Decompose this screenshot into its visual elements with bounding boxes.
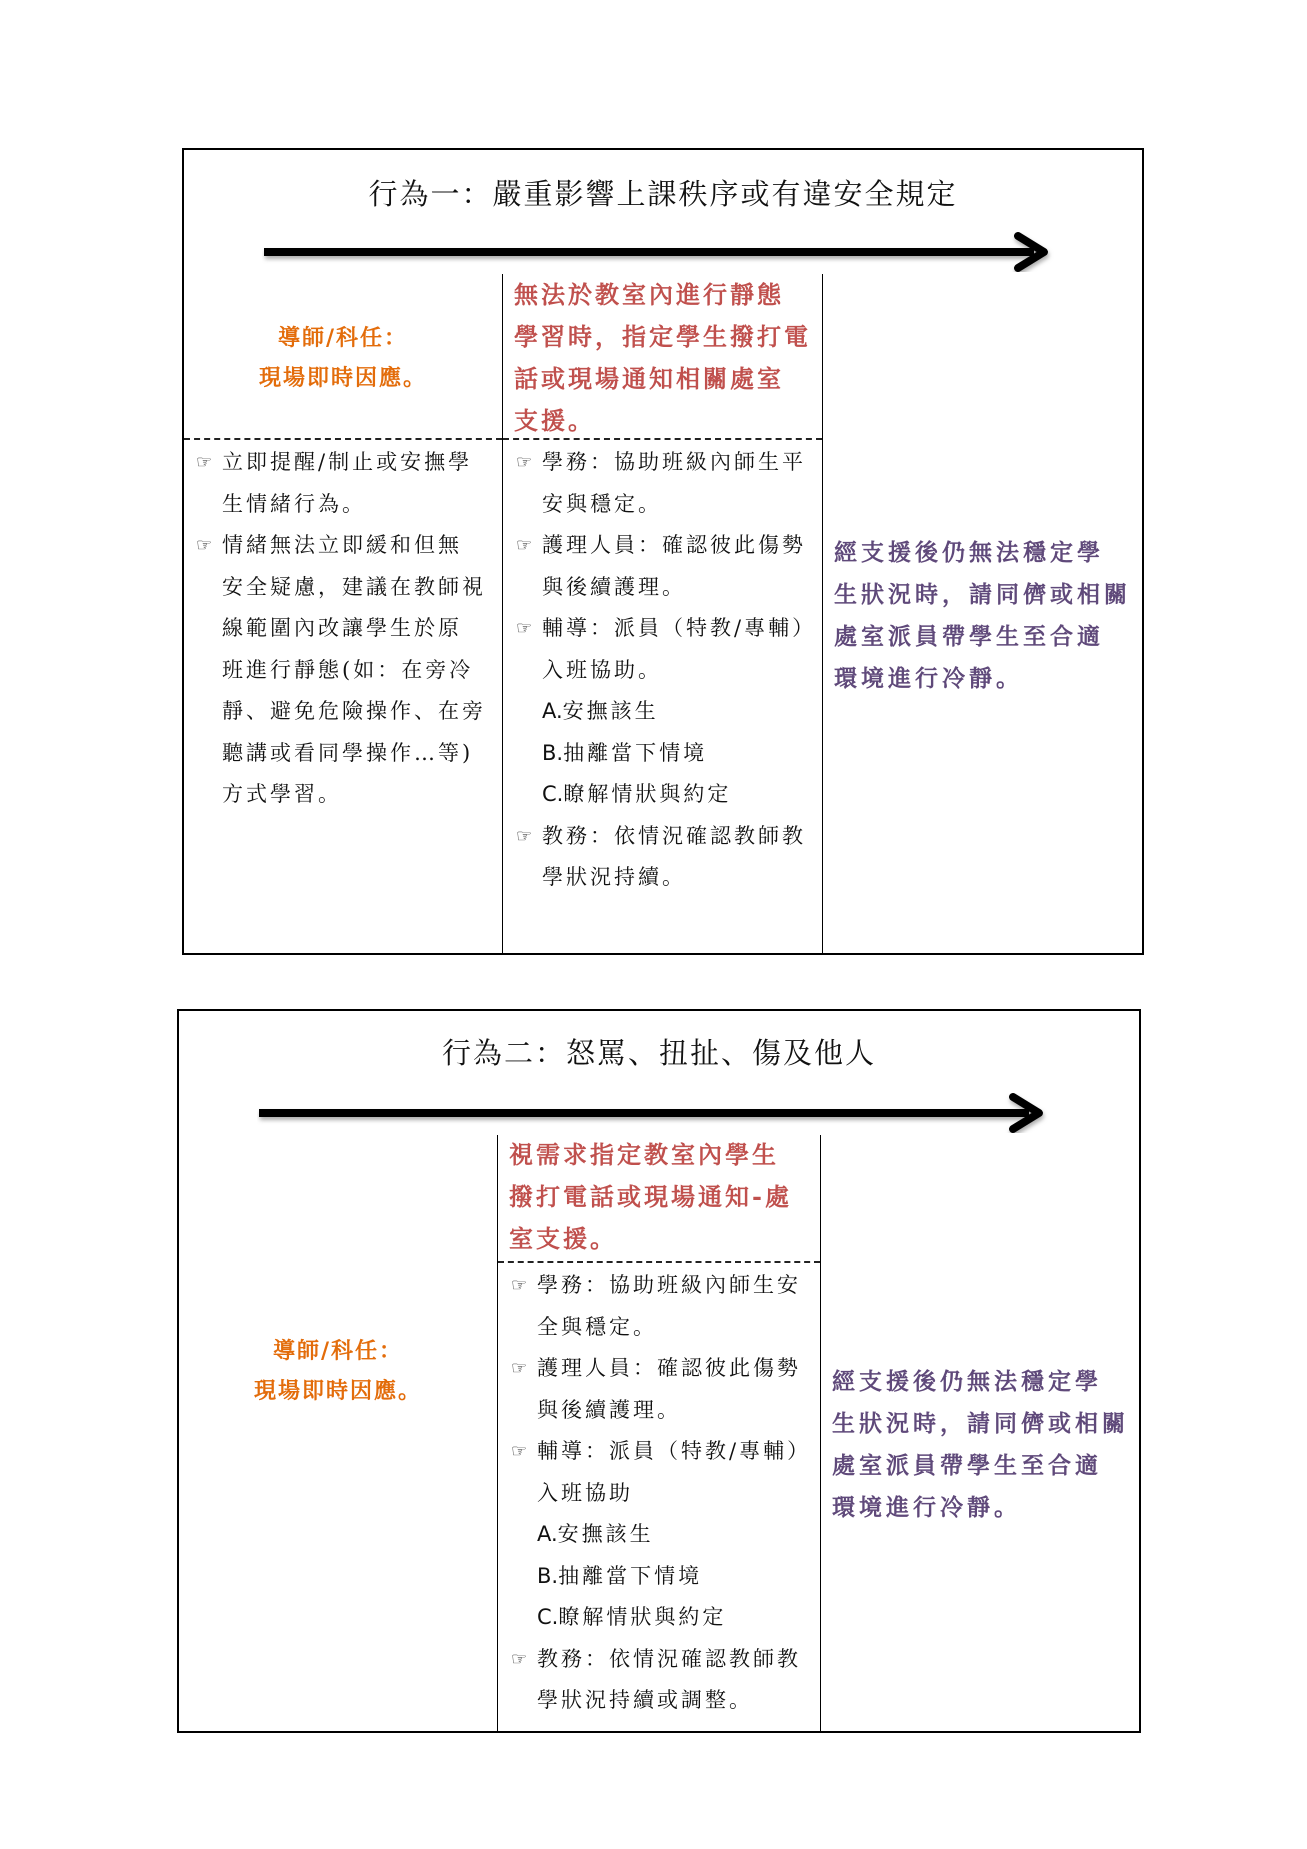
item-line: 學狀況持續或調整。 [537, 1688, 753, 1712]
item-line: 線範圍內改讓學生於原 [222, 616, 462, 640]
note-line: 環境進行冷靜。 [834, 665, 1023, 692]
sub-item-text: 瞭解情狀與約定 [558, 1605, 727, 1629]
note-line: 生狀況時，請同儕或相關 [834, 581, 1131, 608]
header-line: 現場即時因應。 [253, 1378, 422, 1404]
sub-item [516, 733, 822, 775]
pointing-hand-icon: ☞ [196, 452, 213, 473]
list-item-academic-affairs [511, 1639, 820, 1722]
arrow-right-icon [257, 1093, 1057, 1133]
pointing-hand-icon: ☞ [196, 535, 213, 556]
sub-item [511, 1597, 820, 1639]
pointing-hand-icon: ☞ [516, 452, 533, 473]
sub-item-text: 抽離當下情境 [563, 740, 708, 765]
item-line: 入班協助 [537, 1480, 633, 1505]
list-item-nurse [511, 1348, 820, 1431]
note-line: 環境進行冷靜。 [832, 1494, 1021, 1521]
call-for-support-header [509, 1134, 819, 1260]
item-line: 安全疑慮，建議在教師視 [222, 574, 486, 599]
homeroom-teacher-response [184, 318, 502, 398]
list-item-academic-affairs [516, 816, 822, 899]
item-line: 與後續護理。 [542, 574, 686, 599]
behavior-one-table [182, 148, 1144, 955]
header-line: 支援。 [514, 406, 595, 435]
behavior-one-title: 行為一：嚴重影響上課秩序或有違安全規定 [368, 177, 958, 211]
sub-item-text: 抽離當下情境 [558, 1563, 703, 1588]
pointing-hand-icon: ☞ [511, 1275, 528, 1296]
escalation-note [832, 1361, 1137, 1529]
note-line: 處室派員帶學生至合適 [832, 1452, 1102, 1479]
item-line: 學狀況持續。 [542, 865, 686, 889]
sub-item [516, 774, 822, 816]
pointing-hand-icon: ☞ [516, 535, 533, 556]
behavior-two-title: 行為二：怒罵、扭扯、傷及他人 [441, 1036, 876, 1070]
pointing-hand-icon: ☞ [516, 618, 533, 639]
arrow-right-icon [262, 232, 1062, 272]
note-line: 經支援後仍無法穩定學 [834, 539, 1104, 566]
item-line: 聽講或看同學操作…等) [222, 740, 474, 765]
pointing-hand-icon: ☞ [511, 1648, 528, 1670]
office-support-list [511, 1265, 820, 1722]
column-divider [822, 274, 823, 955]
item-line: 學務：協助班級內師生平 [542, 450, 806, 474]
item-line: 情緒無法立即緩和但無 [222, 533, 462, 557]
header-line: 學習時，指定學生撥打電 [514, 322, 811, 351]
list-item [196, 442, 500, 525]
header-line: 室支援。 [509, 1224, 617, 1253]
sub-item [511, 1556, 820, 1598]
item-line: 靜、避免危險操作、在旁 [222, 699, 486, 723]
item-line: 教務：依情況確認教師教 [542, 823, 806, 848]
sub-item-letter: B. [537, 1563, 559, 1588]
header-line: 無法於教室內進行靜態 [514, 280, 784, 309]
teacher-action-list [196, 442, 500, 816]
item-line: 生情緒行為。 [222, 491, 366, 516]
item-line: 護理人員：確認彼此傷勢 [542, 533, 806, 557]
sub-item-letter: C. [542, 782, 564, 806]
item-line: 護理人員：確認彼此傷勢 [537, 1356, 801, 1380]
escalation-note [834, 532, 1139, 700]
header-line: 撥打電話或現場通知-處 [509, 1182, 792, 1211]
list-item [196, 525, 500, 816]
item-line: 輔導：派員（特教/專輔） [537, 1439, 812, 1463]
sub-item-letter: B. [542, 740, 564, 765]
dotted-separator [498, 1261, 820, 1263]
behavior-two-table [177, 1009, 1141, 1733]
item-line: 與後續護理。 [537, 1397, 681, 1422]
sub-item [516, 691, 822, 733]
item-line: 方式學習。 [222, 782, 342, 806]
note-line: 生狀況時，請同儕或相關 [832, 1410, 1129, 1437]
header-line: 導師/科任： [277, 325, 409, 351]
column-divider [497, 1135, 498, 1733]
list-item-student-affairs [516, 442, 822, 525]
note-line: 處室派員帶學生至合適 [834, 623, 1104, 650]
sub-item-text: 安撫該生 [557, 1522, 654, 1546]
item-line: 全與穩定。 [537, 1314, 657, 1339]
sub-item-text: 瞭解情狀與約定 [563, 782, 732, 806]
column-divider [502, 274, 503, 955]
list-item-counseling [511, 1431, 820, 1514]
item-line: 輔導：派員（特教/專輔） [542, 616, 817, 640]
header-line: 現場即時因應。 [258, 365, 427, 391]
item-line: 班進行靜態(如：在旁冷 [222, 657, 474, 682]
item-line: 教務：依情況確認教師教 [537, 1646, 801, 1671]
office-support-list [516, 442, 822, 899]
note-line: 經支援後仍無法穩定學 [832, 1368, 1102, 1395]
item-line: 安與穩定。 [542, 491, 662, 516]
pointing-hand-icon: ☞ [511, 1358, 528, 1379]
header-line: 導師/科任： [272, 1338, 404, 1364]
item-line: 立即提醒/制止或安撫學 [222, 450, 473, 474]
header-line: 話或現場通知相關處室 [514, 364, 784, 393]
sub-item-letter: A. [542, 699, 563, 723]
header-line: 視需求指定教室內學生 [509, 1140, 779, 1169]
call-for-support-header [514, 274, 819, 442]
pointing-hand-icon: ☞ [511, 1441, 528, 1462]
list-item-nurse [516, 525, 822, 608]
sub-item [511, 1514, 820, 1556]
item-line: 學務：協助班級內師生安 [537, 1273, 801, 1297]
pointing-hand-icon: ☞ [516, 825, 533, 847]
list-item-counseling [516, 608, 822, 691]
sub-item-letter: A. [537, 1522, 558, 1546]
item-line: 入班協助。 [542, 657, 662, 682]
homeroom-teacher-response [179, 1331, 497, 1411]
dotted-separator [184, 438, 502, 440]
sub-item-letter: C. [537, 1605, 559, 1629]
sub-item-text: 安撫該生 [562, 699, 659, 723]
list-item-student-affairs [511, 1265, 820, 1348]
column-divider [820, 1135, 821, 1733]
